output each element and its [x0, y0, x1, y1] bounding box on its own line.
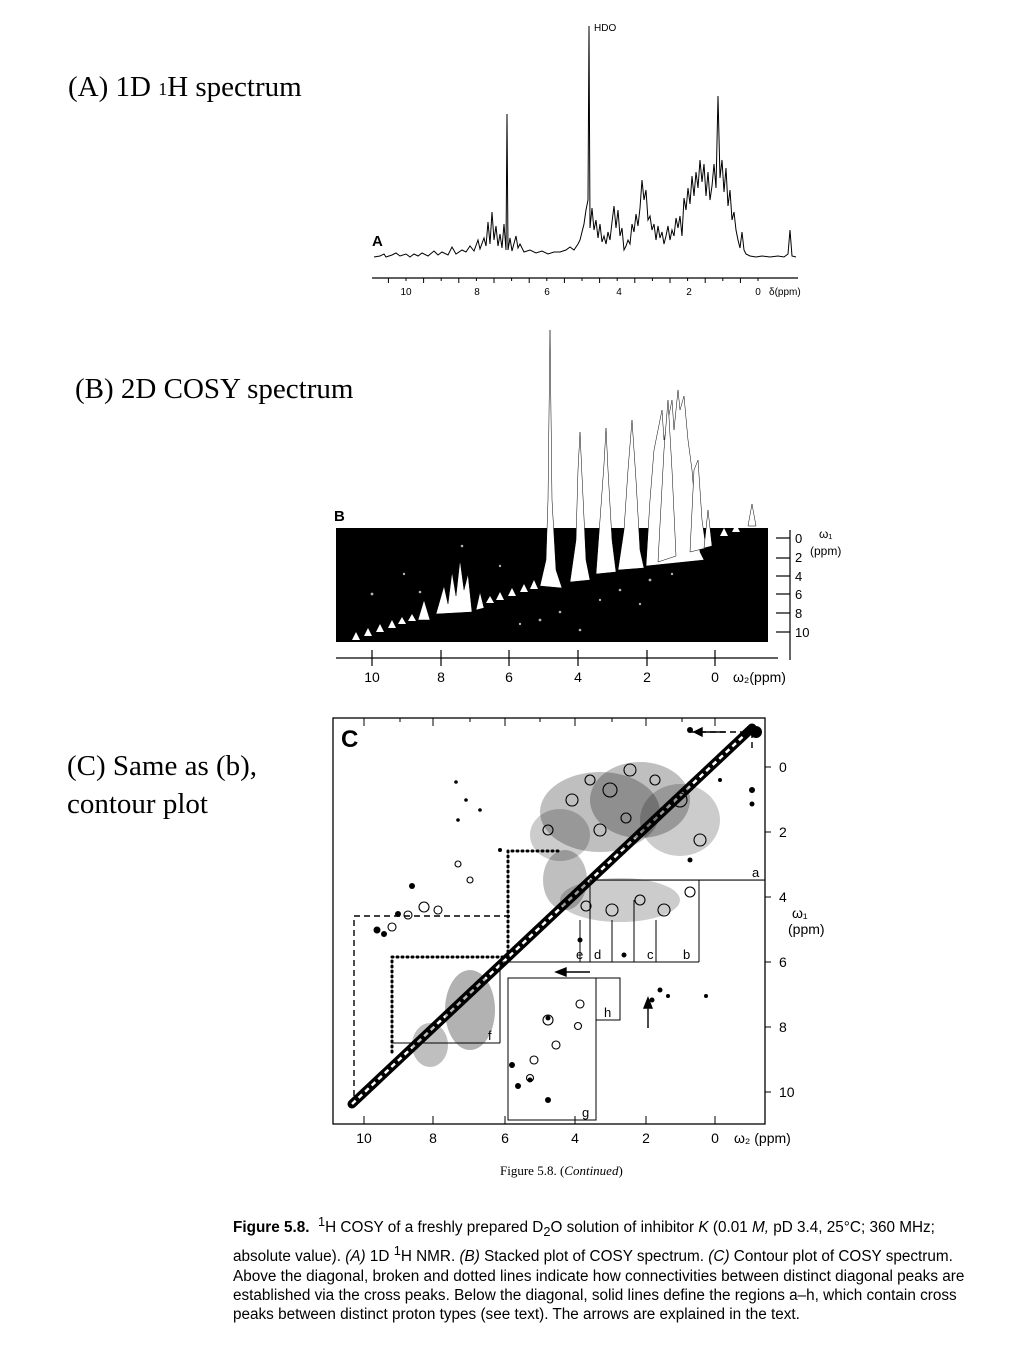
- panel-c-xtick-6: 6: [501, 1130, 509, 1146]
- region-e: e: [576, 947, 584, 962]
- panel-a-tick-10: 10: [400, 287, 412, 298]
- label-contour-plot: (C) Same as (b), contour plot: [67, 750, 258, 820]
- figure-caption: Figure 5.8. $^1$H COSY of a freshly prepared $D_2O$ solution of inhibitor K (0.01 M, pD 3.4, 25°C; 360 MHz; absolute value). (A) 1D $^1$H NMR. (B) Stacked plot of COSY spectrum. (C) Contour plot of COSY spectrum. Above the diagonal, broken and dotted lines indicate how connectivities between distinct diagonal peaks are established via the cross peaks. Below the diagonal, solid lines define the regions a–h, which contain cross peaks between distinct proton types (see text). The arrows are explained in the text.: [233, 1214, 965, 1324]
- panel-b-xtick-6: 6: [505, 669, 513, 685]
- label-1d-spectrum: (A) 1D $^1$H spectrum: [68, 71, 302, 103]
- panel-b-x-unit: ω₂(ppm): [733, 669, 786, 685]
- panel-b-xtick-8: 8: [437, 669, 445, 685]
- panel-c-ytick-8: 8: [779, 1019, 787, 1035]
- panel-b-y-ticks: [776, 538, 790, 632]
- panel-b-xtick-10: 10: [364, 669, 380, 685]
- panel-a-tick-8: 8: [474, 287, 480, 298]
- region-f: f: [488, 1028, 492, 1043]
- panel-a-tick-6: 6: [544, 287, 550, 298]
- label-2d-cosy: (B) 2D COSY spectrum: [75, 373, 354, 405]
- panel-b-xtick-0: 0: [711, 669, 719, 685]
- panel-b-xtick-2: 2: [643, 669, 651, 685]
- panel-c-ytick-4: 4: [779, 889, 787, 905]
- region-g: g: [582, 1105, 590, 1120]
- panel-c-ytick-6: 6: [779, 954, 787, 970]
- panel-a-tick-4: 4: [616, 287, 622, 298]
- panel-b-y-unit-2: (ppm): [810, 544, 842, 558]
- panel-b-ytick-8: 8: [795, 606, 803, 621]
- panel-a: [372, 23, 801, 298]
- panel-c-xtick-0: 0: [711, 1130, 719, 1146]
- panel-c-y-unit-2: (ppm): [788, 921, 825, 937]
- contour-clusters: [412, 762, 720, 1067]
- panel-c-xtick-8: 8: [429, 1130, 437, 1146]
- panel-a-tick-2: 2: [686, 287, 692, 298]
- panel-c-ytick-0: 0: [779, 759, 787, 775]
- region-h: h: [604, 1005, 612, 1020]
- hdo-label: HDO: [594, 23, 617, 34]
- panel-c-ytick-2: 2: [779, 824, 787, 840]
- region-d: d: [594, 947, 602, 962]
- region-b: b: [683, 947, 691, 962]
- panel-b-letter: B: [334, 508, 345, 525]
- panel-c: [333, 718, 825, 1146]
- panel-c-y-unit-1: ω₁: [792, 905, 808, 921]
- panel-b-xtick-4: 4: [574, 669, 582, 685]
- panel-b-y-unit-1: ω₁: [819, 527, 833, 541]
- panel-b: [334, 330, 841, 685]
- figure-continued-label: Figure 5.8. (Continued): [500, 1163, 623, 1178]
- panel-b-ytick-10: 10: [795, 625, 810, 640]
- panel-a-letter: A: [372, 233, 383, 250]
- panel-a-tick-0: 0: [755, 287, 761, 298]
- panel-a-axis-unit: δ(ppm): [769, 287, 801, 298]
- panel-c-ytick-10: 10: [779, 1084, 795, 1100]
- spectrum-1d-trace: [374, 26, 796, 257]
- panel-b-ytick-2: 2: [795, 550, 803, 565]
- panel-b-ytick-4: 4: [795, 569, 803, 584]
- panel-c-xtick-10: 10: [356, 1130, 372, 1146]
- region-a: a: [752, 865, 760, 880]
- panel-c-x-unit: ω₂ (ppm): [734, 1130, 791, 1146]
- panel-b-ytick-6: 6: [795, 587, 803, 602]
- panel-b-ytick-0: 0: [795, 531, 803, 546]
- panel-c-xtick-2: 2: [642, 1130, 650, 1146]
- panel-c-letter: C: [341, 726, 359, 753]
- panel-a-ticks: [388, 278, 758, 283]
- region-c: c: [647, 947, 654, 962]
- panel-c-xtick-4: 4: [571, 1130, 579, 1146]
